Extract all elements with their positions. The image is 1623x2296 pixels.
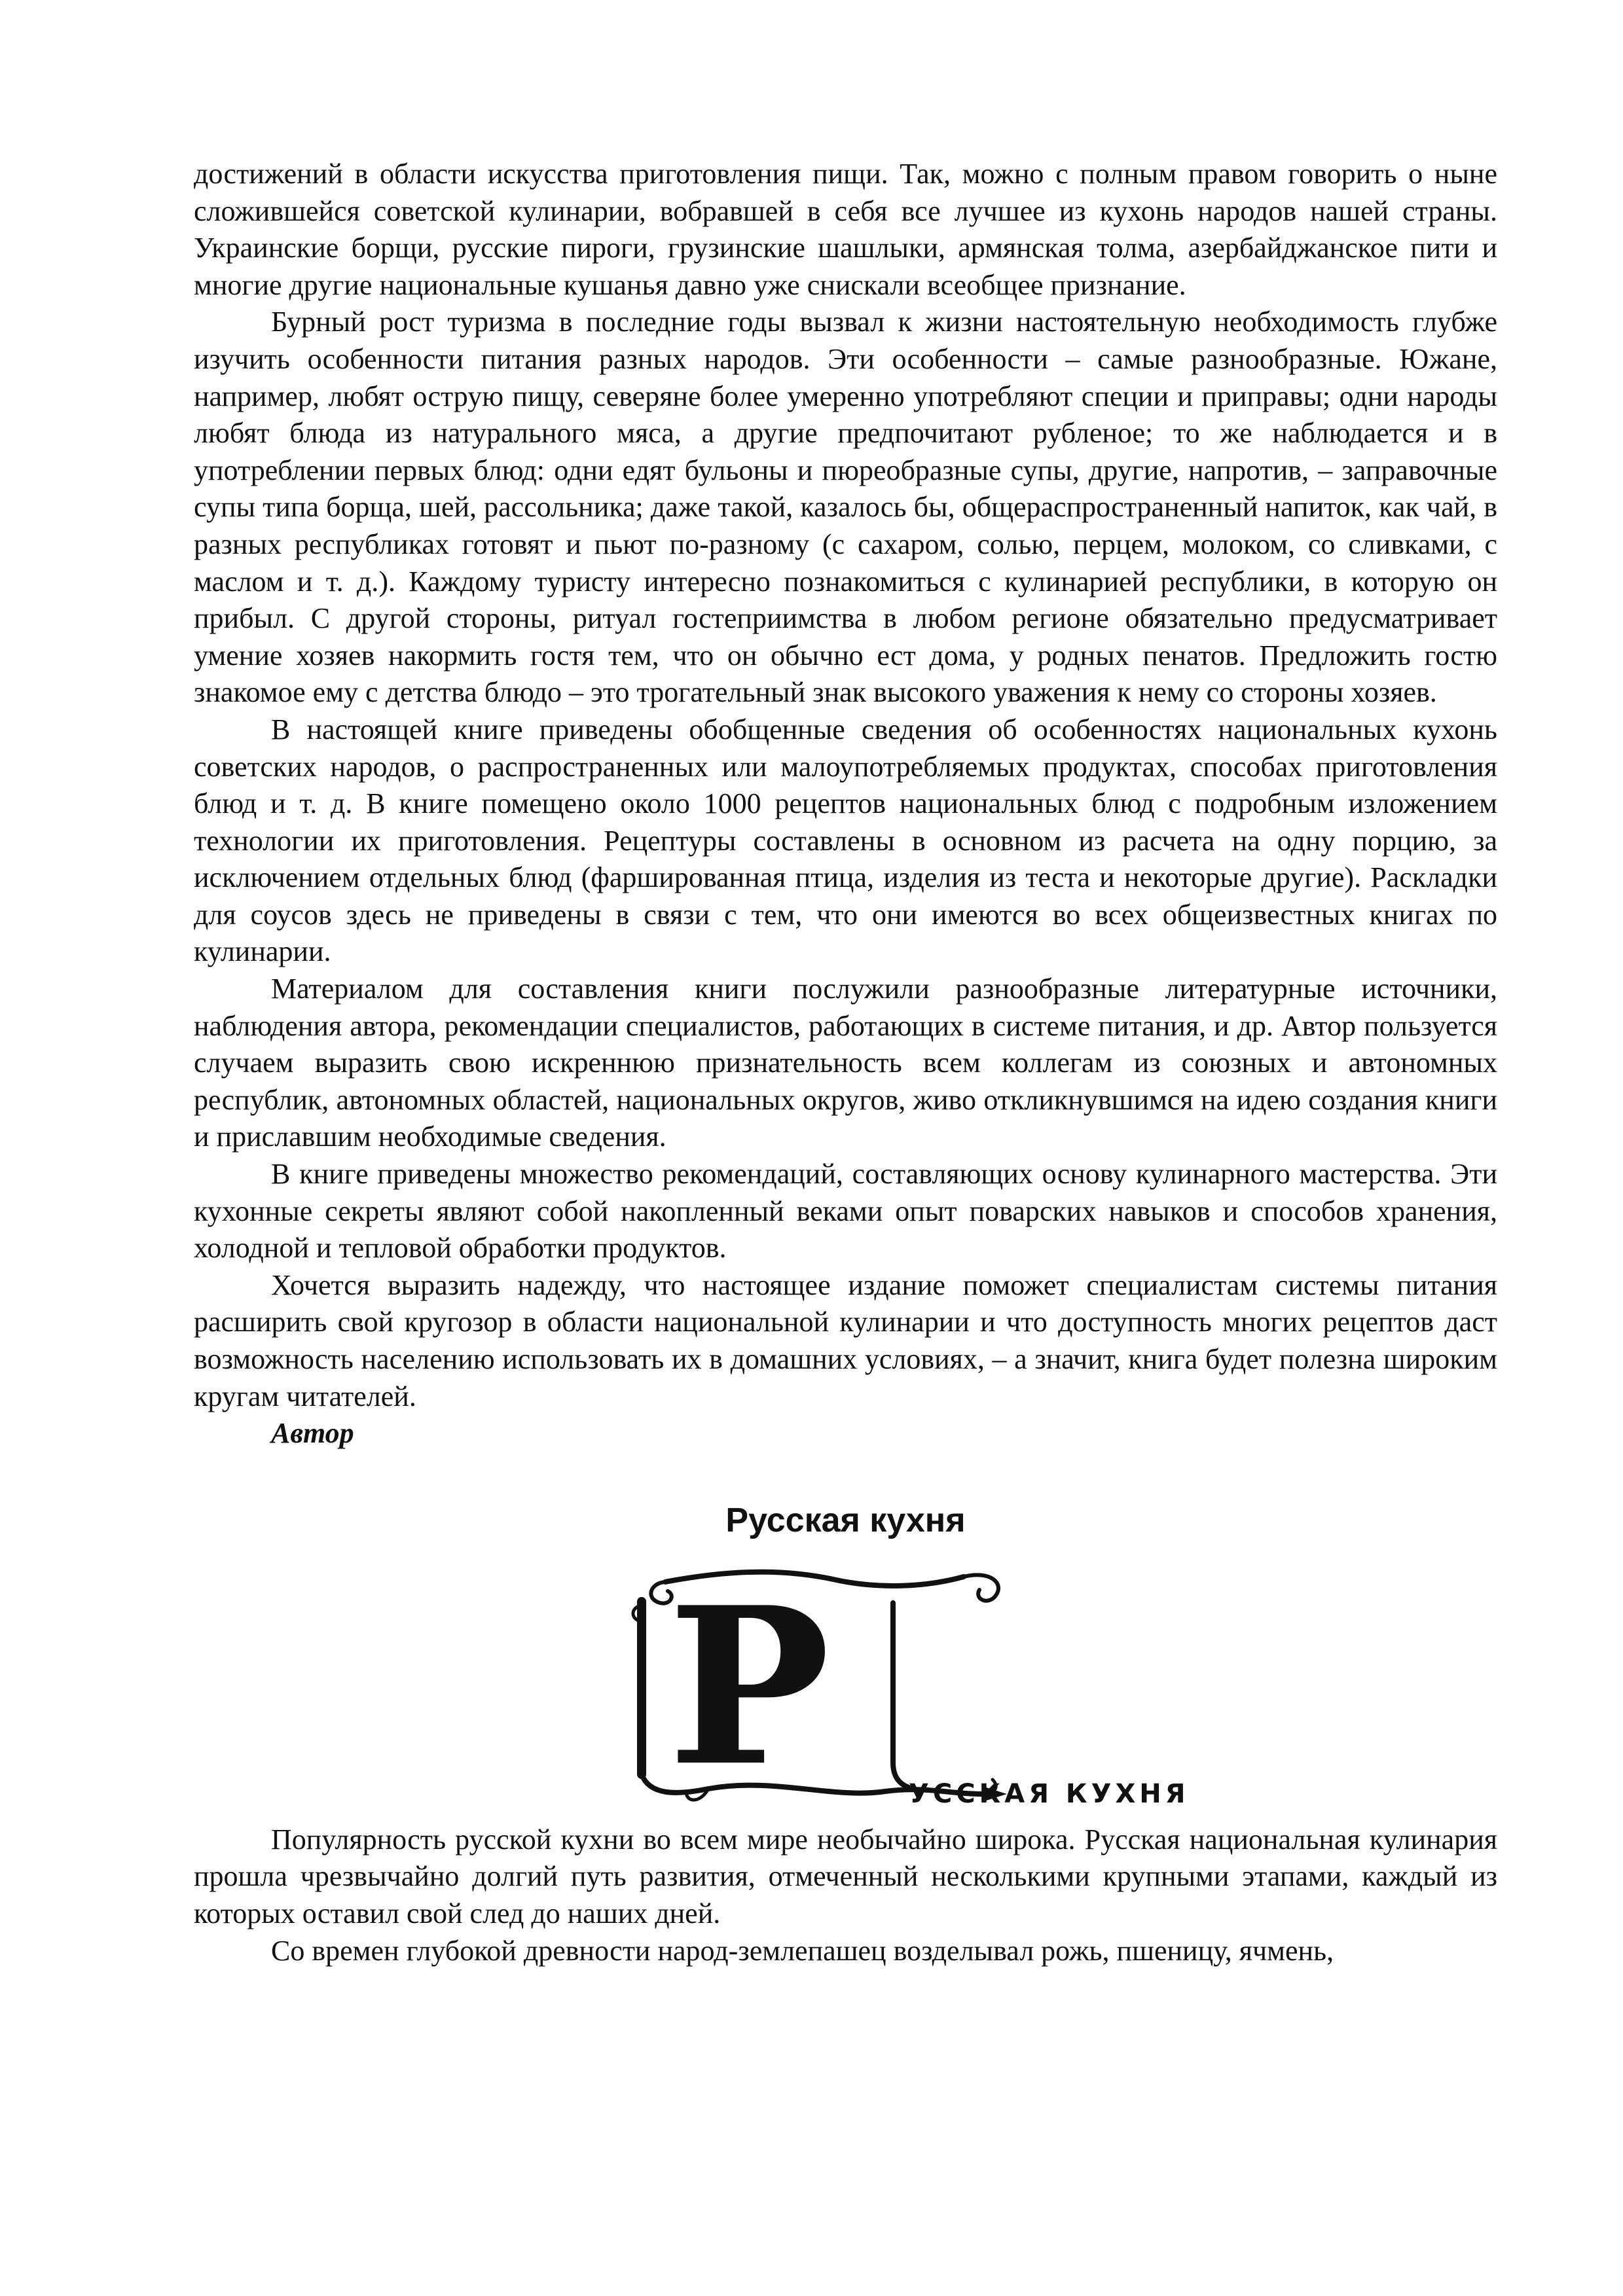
paragraph-2: Бурный рост туризма в последние годы вызвал к жизни настоятельную необходимость глубже изучить особенности питания разных народов. Эти особенности – самые разнообразные. Южане, например, любят острую пищу, северяне более умеренно употребляют специи и приправы; одни народы любят блюда из натурального мяса, а другие предпочитают рубленое; то же наблюдается и в употреблении первых блюд: одни едят бульоны и пюреобразные супы, другие, напротив, – заправочные супы типа борща, шей, рассольника; даже такой, казалось бы, общераспространенный напиток, как чай, в разных республиках готовят и пьют по-разному (с сахаром, солью, перцем, молоком, со сливками, с маслом и т. д.). Каждому туристу интересно познакомиться с кулинарией республики, в которую он прибыл. С другой стороны, ритуал гостеприимства в любом регионе обязательно предусматривает умение хозяев накормить гостя тем, что он обычно ест дома, у родных пенатов. Предложить гостю знакомое ему с детства блюдо – это трогательный знак высокого уважения к нему со стороны хозяев. [194,306,1497,709]
section-heading: Русская кухня [725,1501,966,1539]
ornamental-frame-illustration [623,1566,1095,1815]
decorative-initial-block [194,1566,1497,1815]
paragraph-5: В книге приведены множество рекомендаций, составляющих основу кулинарного мастерства. Эти кухонные секреты являют собой накопленный веками опыт поварских навыков и способов хранения, холодной и тепловой обработки продуктов. [194,1158,1497,1265]
paragraph-7: Популярность русской кухни во всем мире необычайно широка. Русская национальная кулинария прошла чрезвычайно долгий путь развития, отмеченный несколькими крупными этапами, каждый из которых оставил свой след до наших дней. [194,1823,1497,1929]
initial-letter: Р [668,1566,831,1814]
paragraph-1: достижений в области искусства приготовления пищи. Так, можно с полным правом говорить о ныне сложившейся советской кулинарии, вобравшей в себя все лучшее из кухонь народов нашей страны. Украинские борщи, русские пироги, грузинские шашлыки, армянская толма, азербайджанское пити и многие другие национальные кушанья давно уже снискали всеобщее признание. [194,158,1497,301]
initial-caption: УССКАЯ КУХНЯ [909,1778,1190,1809]
page-content [194,156,1497,1969]
paragraph-3: В настоящей книге приведены обобщенные сведения об особенностях национальных кухонь советских народов, о распространенных или малоупотребляемых продуктах, способах приготовления блюд и т. д. В книге помещено около 1000 рецептов национальных блюд с подробным изложением технологии их приготовления. Рецептуры составлены в основном из расчета на одну порцию, за исключением отдельных блюд (фаршированная птица, изделия из теста и некоторые другие). Раскладки для соусов здесь не приведены в связи с тем, что они имеются во всех общеизвестных книгах по кулинарии. [194,713,1497,968]
author-signature: Автор [271,1417,354,1450]
paragraph-6: Хочется выразить надежду, что настоящее издание поможет специалистам системы питания расширить свой кругозор в области национальной кулинарии и что доступность многих рецептов даст возможность населению использовать их в домашних условиях, – а значит, книга будет полезна широким кругам читателей. [194,1268,1497,1412]
paragraph-8: Со времен глубокой древности народ-землепашец возделывал рожь, пшеницу, ячмень, [271,1934,1334,1967]
paragraph-4: Материалом для составления книги послужили разнообразные литературные источники, наблюдения автора, рекомендации специалистов, работающих в системе питания, и др. Автор пользуется случаем выразить свою искреннюю признательность всем коллегам из союзных и автономных республик, автономных областей, национальных округов, живо откликнувшимся на идею создания книги и приславшим необходимые сведения. [194,973,1497,1153]
